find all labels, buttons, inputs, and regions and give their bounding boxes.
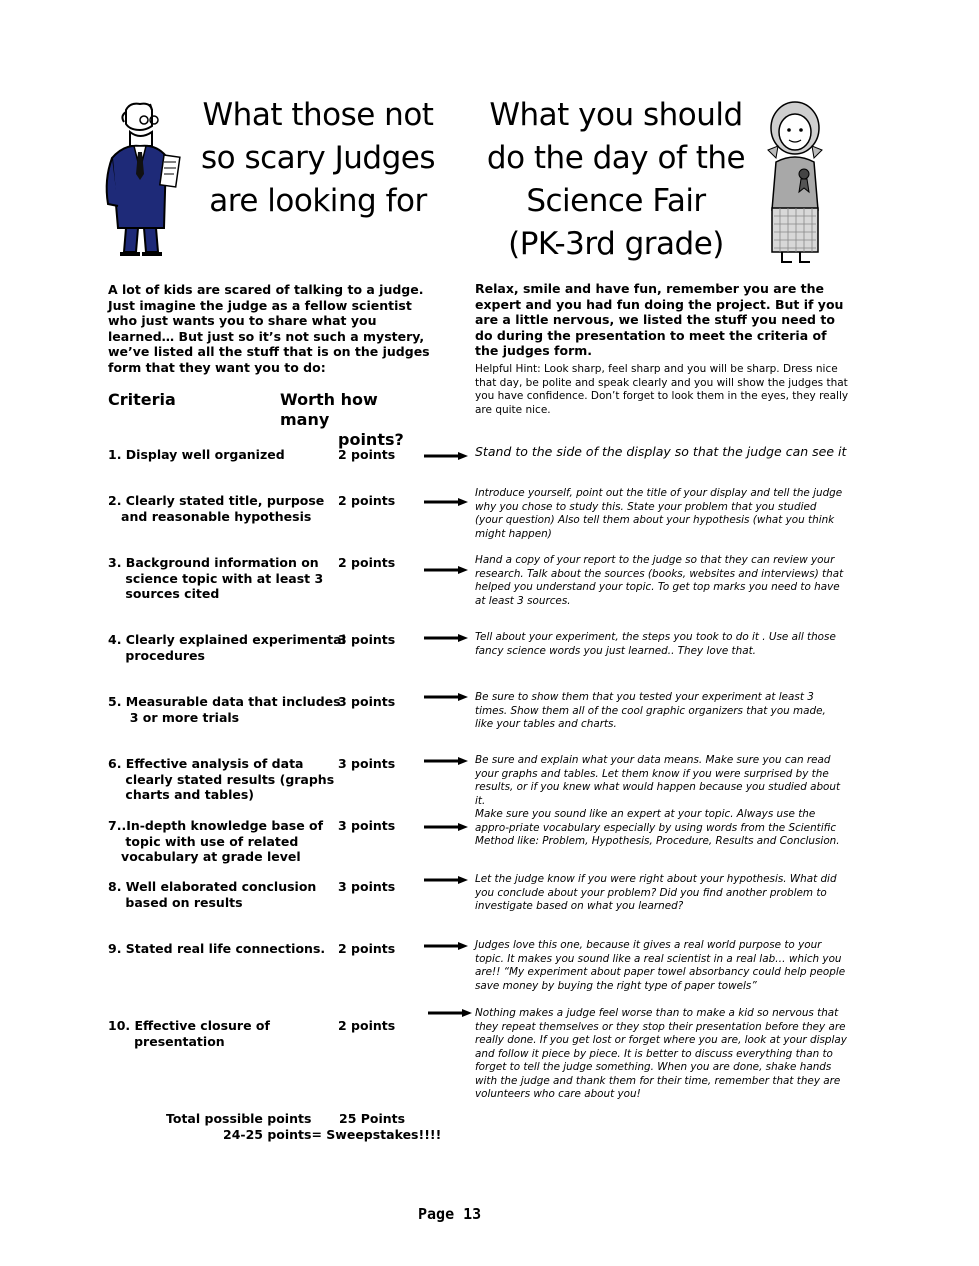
criterion-advice: Judges love this one, because it gives a real world purpose to your topic. It makes you sound like a real scientist in a real lab… which you are!! “My experiment about paper towel absorbancy could help people save money by buying the right type of paper towels” (475, 939, 846, 992)
judge-illustration (100, 100, 186, 262)
criterion-points: 2 points (338, 1018, 396, 1033)
science-fair-title (470, 94, 762, 266)
criterion-advice: Nothing makes a judge feel worse than to make a kid so nervous that they repeat themselves or they stop their presentation before they are really done. If you get lost or forget where you are, look at your display and follow it piece by piece. It is better to discuss everything than to forget to tell the judge something. When you are done, shake hands with the judge and thank them for their time, remember that they are volunteers who care about you! (475, 1007, 847, 1100)
points-header (280, 390, 422, 450)
judge-intro: A lot of kids are scared of talking to a judge. Just imagine the judge as a fellow scientist who just wants you to share what you learned… But just so it’s not such a mystery, we’ve listed all the stuff that is on the judges form that they want you to do: (108, 282, 430, 375)
helpful-hint: Helpful Hint: Look sharp, feel sharp and you will be sharp. Dress nice that day, be polite and speak clearly and you will show the judges that you have confidence. Don’t forget to look them in the eyes, they really are quite nice. (475, 363, 849, 416)
criterion-label: 8. Well elaborated conclusion based on results (108, 879, 317, 910)
title-line: Science Fair (526, 183, 706, 219)
judges-title (186, 94, 450, 223)
criterion-advice: Make sure you sound like an expert at your topic. Always use the appro-priate vocabulary especially by using words from the Scientific Method like: Problem, Hypothesis, Procedure, Results and Conclusion. (475, 808, 840, 847)
criterion-points: 3 points (338, 879, 396, 894)
relax-intro: Relax, smile and have fun, remember you are the expert and you had fun doing the project. But if you are a little nervous, we listed the stuff you need to do during the presentation to meet the criteria of the judges form. (475, 281, 844, 358)
points-header-line: Worth how many (280, 390, 378, 429)
criterion-label: 9. Stated real life connections. (108, 941, 326, 956)
arrow-icon (424, 451, 468, 461)
criterion-points: 2 points (338, 555, 396, 570)
title-line: What those not (202, 97, 434, 133)
criterion-points: 3 points (338, 694, 396, 709)
criterion-label: 1. Display well organized (108, 447, 285, 462)
arrow-icon (424, 756, 468, 766)
arrow-icon (424, 565, 468, 575)
criterion-points: 2 points (338, 493, 396, 508)
sweepstakes-note: 24-25 points= Sweepstakes!!!! (223, 1127, 442, 1142)
criterion-advice: Be sure and explain what your data means. Make sure you can read your graphs and tables. Let them know if you were surprised by the results, or if you knew what would happen because you studied about it. (475, 754, 841, 807)
arrow-icon (424, 497, 468, 507)
criterion-advice: Let the judge know if you were right about your hypothesis. What did you conclude about your problem? Did you find another problem to investigate based on what you learned? (475, 873, 837, 912)
title-line: do the day of the (486, 140, 746, 176)
criterion-points: 3 points (338, 632, 396, 647)
criterion-advice: Stand to the side of the display so that the judge can see it (475, 444, 847, 459)
total-value: 25 Points (339, 1111, 406, 1126)
arrow-icon (428, 1008, 472, 1018)
criterion-points: 3 points (338, 818, 396, 833)
criterion-advice: Tell about your experiment, the steps you took to do it . Use all those fancy science words you just learned.. They love that. (475, 631, 836, 657)
title-line: are looking for (209, 183, 427, 219)
total-label: Total possible points (166, 1111, 312, 1126)
criterion-label: 4. Clearly explained experimental procedures (108, 632, 346, 663)
title-line: (PK-3rd grade) (508, 226, 724, 262)
arrow-icon (424, 875, 468, 885)
criterion-label: 6. Effective analysis of data clearly stated results (graphs charts and tables) (108, 756, 335, 802)
criterion-points: 2 points (338, 447, 396, 462)
criterion-label: 5. Measurable data that includes 3 or more trials (108, 694, 341, 725)
criteria-header: Criteria (108, 390, 176, 409)
criterion-advice: Introduce yourself, point out the title of your display and tell the judge why you chose to study this. State your problem that you studied (your question) Also tell them about your hypothesis (what you think might happen) (475, 487, 843, 540)
criterion-points: 2 points (338, 941, 396, 956)
criterion-label: 2. Clearly stated title, purpose and reasonable hypothesis (108, 493, 325, 524)
student-illustration (764, 100, 826, 265)
criterion-label: 3. Background information on science topic with at least 3 sources cited (108, 555, 324, 601)
criterion-label: 7..In-depth knowledge base of topic with use of related vocabulary at grade level (108, 818, 324, 864)
criterion-label: 10. Effective closure of presentation (108, 1018, 270, 1049)
criterion-points: 3 points (338, 756, 396, 771)
title-line: so scary Judges (201, 140, 435, 176)
criterion-advice: Be sure to show them that you tested your experiment at least 3 times. Show them all of the cool graphic organizers that you made, like your tables and charts. (475, 691, 826, 730)
page-number: Page 13 (418, 1205, 482, 1223)
arrow-icon (424, 822, 468, 832)
arrow-icon (424, 692, 468, 702)
title-line: What you should (489, 97, 743, 133)
points-header-line: points? (338, 430, 404, 449)
arrow-icon (424, 941, 468, 951)
criterion-advice: Hand a copy of your report to the judge so that they can review your research. Talk about the sources (books, websites and interviews) that helped you understand your topic. To get top marks you need to have at least 3 sources. (475, 554, 844, 607)
arrow-icon (424, 633, 468, 643)
